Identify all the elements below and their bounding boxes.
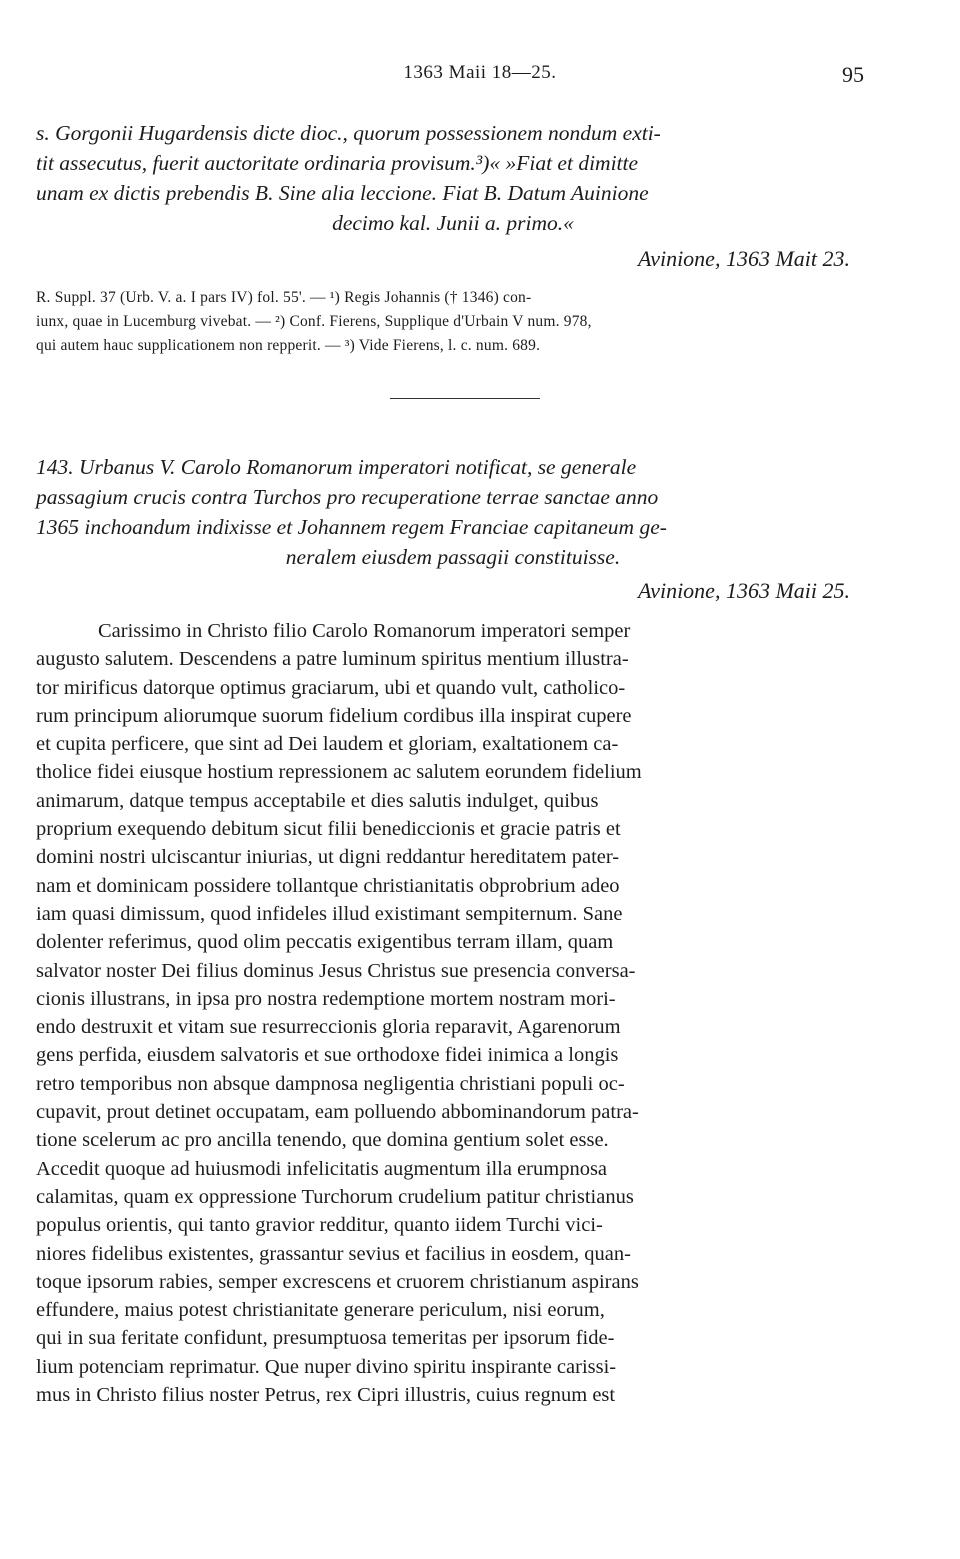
body-line: augusto salutem. Descendens a patre luminum spiritus mentium illustra- (36, 648, 629, 671)
body-line: dolenter referimus, quod olim peccatis exigentibus terram illam, quam (36, 931, 614, 954)
text-line: unam ex dictis prebendis B. Sine alia leccione. Fiat B. Datum Auinione (36, 181, 649, 205)
heading-line: neralem eiusdem passagii constituisse. (285, 545, 621, 569)
text-line: tit assecutus, fuerit auctoritate ordinaria provisum.³)« »Fiat et dimitte (36, 151, 639, 175)
heading-line: passagium crucis contra Turchos pro recuperatione terrae sanctae anno (36, 485, 659, 509)
body-line: mus in Christo filius noster Petrus, rex Cipri illustris, cuius regnum est (36, 1384, 616, 1407)
body-line: animarum, datque tempus acceptabile et dies salutis indulget, quibus (36, 789, 599, 812)
body-line: cupavit, prout detinet occupatam, eam polluendo abbominandorum patra- (36, 1101, 639, 1124)
body-line: et cupita perficere, que sint ad Dei laudem et gloriam, exaltationem ca- (36, 733, 619, 756)
body-line: niores fidelibus existentes, grassantur sevius et facilius in eosdem, quan- (36, 1242, 631, 1265)
footnote-line: iunx, quae in Lucemburg vivebat. — ²) Conf. Fierens, Supplique d'Urbain V num. 978, (36, 313, 592, 330)
body-line: effundere, maius potest christianitate generare periculum, nisi eorum, (36, 1299, 605, 1322)
body-line: qui in sua feritate confidunt, presumptuosa temeritas per ipsorum fide- (36, 1327, 615, 1350)
body-line: Carissimo in Christo filio Carolo Romanorum imperatori semper (98, 620, 631, 642)
body-line: Accedit quoque ad huiusmodi infelicitatis augmentum illa erumpnosa (36, 1157, 608, 1180)
running-head: 1363 Maii 18—25. (403, 62, 557, 83)
body-line: tholice fidei eiusque hostium repressionem ac salutem eorundem fidelium (36, 761, 642, 784)
body-line: tor mirificus datorque optimus graciarum, ubi et quando vult, catholico- (36, 676, 626, 699)
body-line: retro temporibus non absque dampnosa negligentia christiani populi oc- (36, 1072, 625, 1095)
footnote-line: R. Suppl. 37 (Urb. V. a. I pars IV) fol. 55'. — ¹) Regis Johannis († 1346) con- (36, 289, 532, 306)
document-number: 143. (36, 455, 74, 479)
body-line: proprium exequendo debitum sicut filii benediccionis et gracie patris et (36, 818, 621, 841)
body-line: salvator noster Dei filius dominus Jesus Christus sue presencia conversa- (36, 959, 636, 982)
body-line: tione scelerum ac pro ancilla tenendo, que domina gentium solet esse. (36, 1129, 609, 1152)
document-body (36, 617, 856, 1409)
footnote-line: qui autem hauc supplicationem non repperit. — ³) Vide Fierens, l. c. num. 689. (36, 337, 541, 354)
body-line: populus orientis, qui tanto gravior redditur, quanto iidem Turchi vici- (36, 1214, 603, 1237)
section-divider (390, 398, 540, 399)
heading-line: 1365 inchoandum indixisse et Johannem regem Franciae capitaneum ge- (36, 515, 667, 539)
text-line: s. Gorgonii Hugardensis dicte dioc., quorum possessionem nondum exti- (36, 121, 661, 145)
heading-line (36, 452, 870, 482)
body-line: toque ipsorum rabies, semper excrescens et cruorem christianum aspirans (36, 1270, 639, 1293)
body-line: domini nostri ulciscantur iniurias, ut digni reddantur hereditatem pater- (36, 846, 620, 869)
body-line: nam et dominicam possidere tollantque christianitatis obprobrium adeo (36, 874, 620, 897)
body-line: iam quasi dimissum, quod infideles illud existimant sempiternum. Sane (36, 902, 623, 925)
document-heading (36, 452, 870, 572)
heading-text: Urbanus V. Carolo Romanorum imperatori notificat, se generale (79, 455, 637, 479)
text-line: decimo kal. Junii a. primo.« (332, 211, 574, 235)
body-line: cionis illustrans, in ipsa pro nostra redemptione mortem nostram mori- (36, 987, 616, 1010)
previous-document-text (36, 118, 870, 238)
page-number: 95 (842, 62, 864, 87)
body-line: rum principum aliorumque suorum fidelium cordibus illa inspirat cupere (36, 704, 632, 727)
body-line: gens perfida, eiusdem salvatoris et sue orthodoxe fidei inimica a longis (36, 1044, 619, 1067)
previous-document-place-date: Avinione, 1363 Mait 23. (637, 246, 850, 271)
footnotes (36, 286, 870, 358)
document-place-date: Avinione, 1363 Maii 25. (637, 578, 850, 603)
body-line: lium potenciam reprimatur. Que nuper divino spiritu inspirante carissi- (36, 1355, 617, 1378)
body-line: endo destruxit et vitam sue resurreccionis gloria reparavit, Agarenorum (36, 1016, 621, 1039)
body-line: calamitas, quam ex oppressione Turchorum crudelium patitur christianus (36, 1185, 634, 1208)
